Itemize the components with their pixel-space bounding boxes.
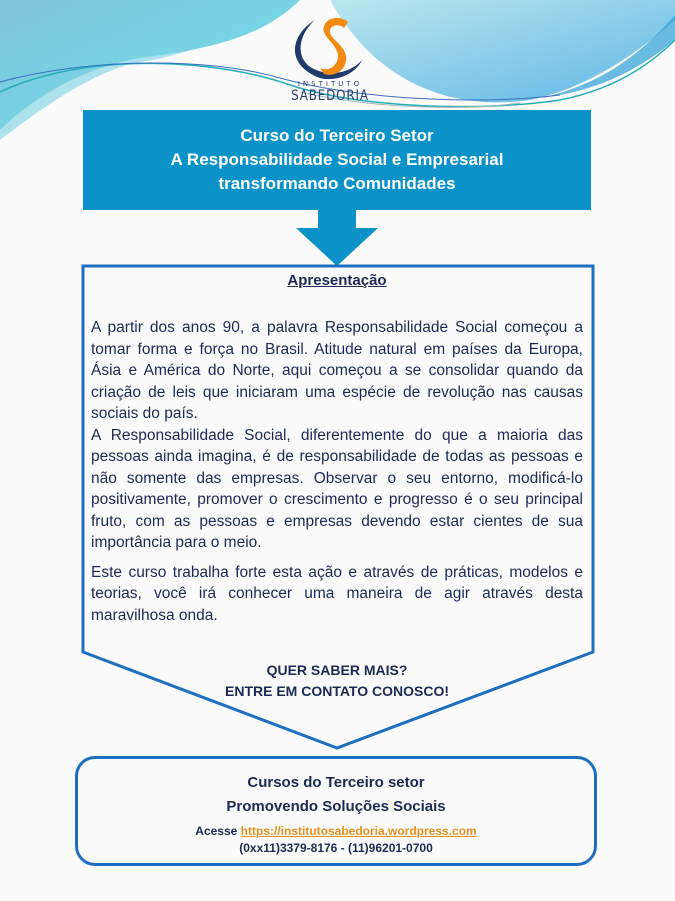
access-label: Acesse [195,824,241,838]
course-title-banner [83,110,591,210]
cta-line-1: QUER SABER MAIS? [266,662,408,678]
phone-numbers: (0xx11)3379-8176 - (11)96201-0700 [239,841,433,855]
website-row [78,823,594,840]
presentation-heading: Apresentação [287,272,387,289]
logo-name: SABEDORIA [291,88,369,104]
title-line-2: A Responsabilidade Social e Empresarial [170,150,504,169]
call-to-action [83,660,591,702]
footer-line-2: Promovendo Soluções Sociais [226,798,446,815]
title-line-1: Curso do Terceiro Setor [240,126,434,145]
cta-line-2: ENTRE EM CONTATO CONOSCO! [225,683,449,699]
contact-footer [75,756,597,866]
logo [280,10,380,110]
footer-line-1: Cursos do Terceiro setor [247,774,425,791]
presentation-body [91,317,583,626]
paragraph-3: Este curso trabalha forte esta ação e através de práticas, modelos e teorias, você irá conhecer uma maneira de agir através desta maravilhosa onda. [91,563,583,624]
website-link[interactable]: https://institutosabedoria.wordpress.com [240,824,477,838]
logo-top-text: INSTITUTO [297,80,363,88]
paragraph-2: A Responsabilidade Social, diferentemente do que a maioria das pessoas ainda imagina, é de responsabilidade de todas as pessoas e não somente das empresas. Observar o seu entorno, modificá-lo positivamente, promover o crescimento e progresso é o seu principal fruto, com as pessoas e empresas devendo estar cientes de sua importância para o meio. [91,426,583,551]
down-arrow-icon [296,210,378,266]
paragraph-1: A partir dos anos 90, a palavra Responsabilidade Social começou a tomar forma e força no Brasil. Atitude natural em países da Europa, Ásia e América do Norte, aqui começou a se consolidar quando da criação de leis que iniciaram uma espécie de revolução nas causas sociais do país. [91,319,583,422]
logo-s-icon [280,10,380,85]
title-line-3: transformando Comunidades [218,174,456,193]
